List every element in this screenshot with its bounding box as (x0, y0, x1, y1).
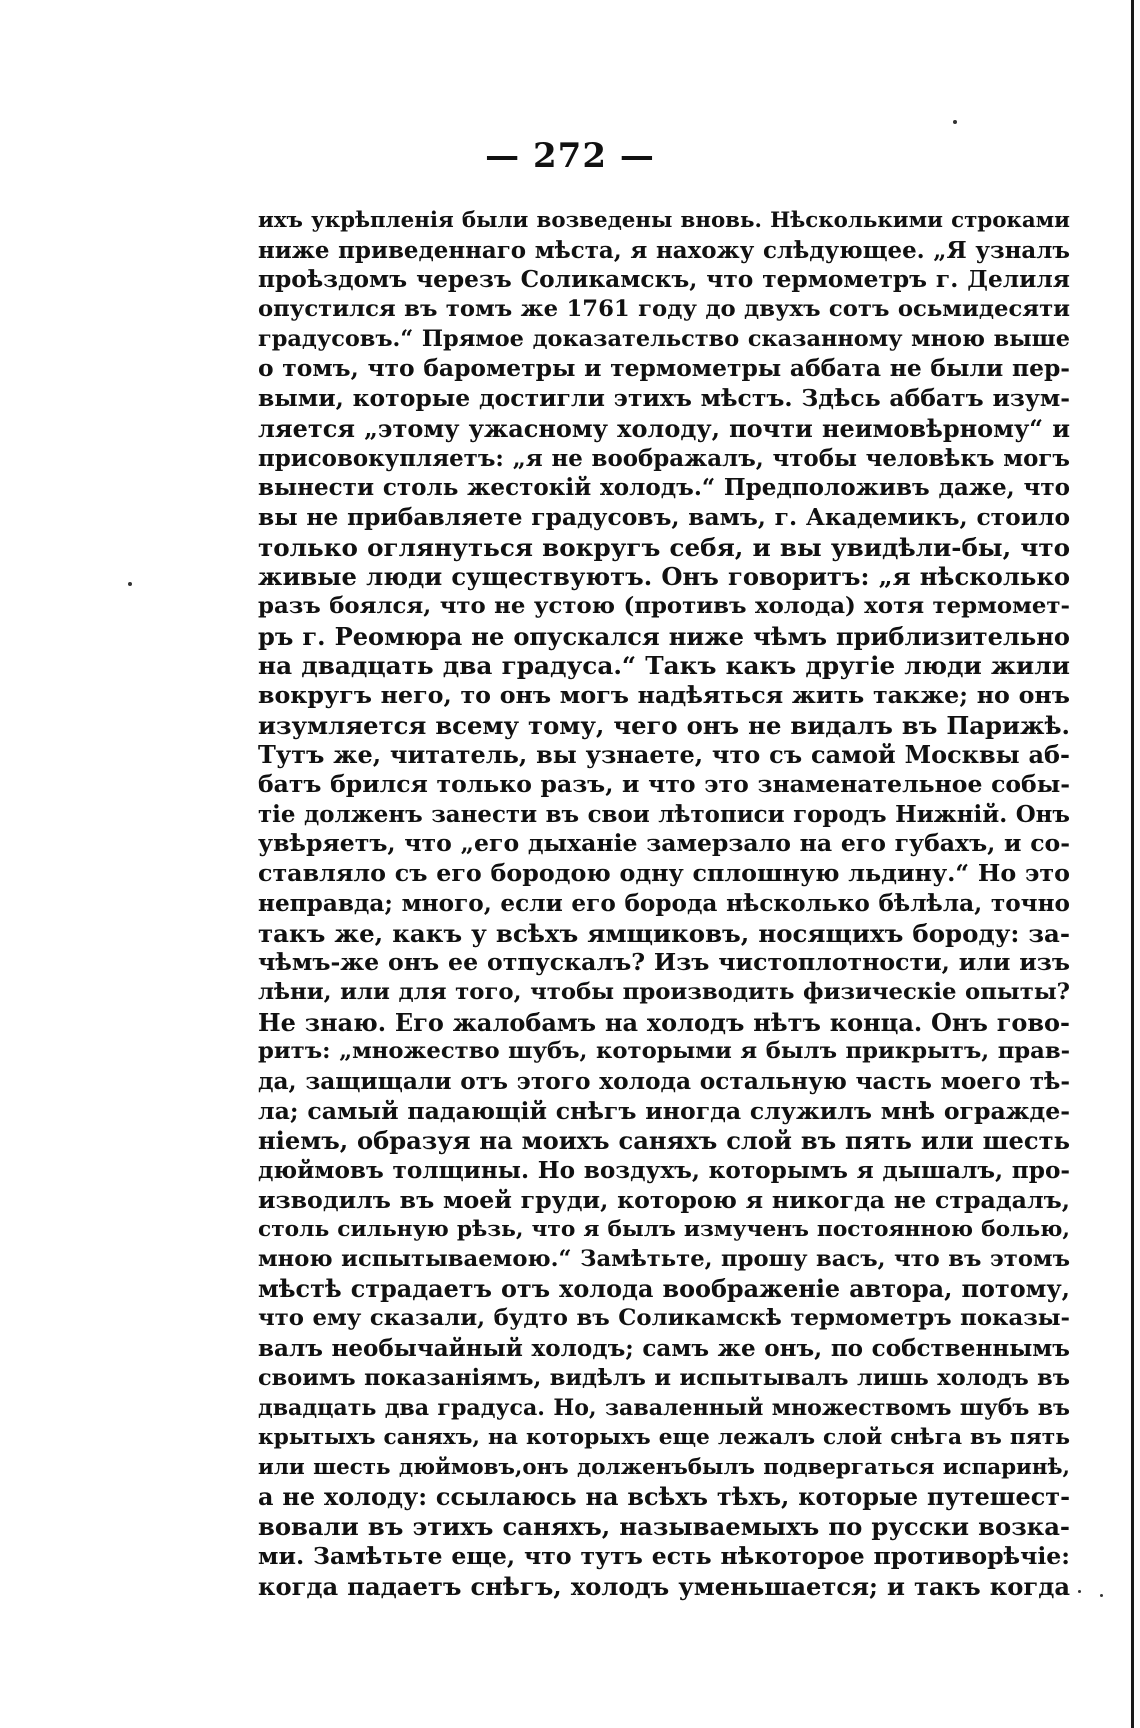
text-line: ръ г. Реомюра не опускался ниже чѣмъ приблизительно (258, 621, 1070, 651)
text-line: ставляло съ его бородою одну сплошную льдину.“ Но это (258, 859, 1070, 888)
text-line: двадцать два градуса. Но, заваленный множествомъ шубъ въ (258, 1394, 1070, 1421)
text-line: дюймовъ толщины. Но воздухъ, которымъ я дышалъ, про- (258, 1157, 1070, 1184)
body-text (258, 206, 1070, 1601)
text-line: крытыхъ саняхъ, на которыхъ еще лежалъ слой снѣга въ пять (258, 1425, 1070, 1451)
text-line: своимъ показаніямъ, видѣлъ и испытывалъ лишь холодъ въ (258, 1364, 1070, 1391)
text-line: вы не прибавляете градусовъ, вамъ, г. Академикъ, стоило (258, 502, 1070, 531)
text-line: о томъ, что барометры и термометры аббата не были пер- (258, 354, 1070, 383)
text-line: такъ же, какъ у всѣхъ ямщиковъ, носящихъ бороду: за- (258, 918, 1070, 948)
text-line: увѣряетъ, что „его дыханіе замерзало на его губахъ, и со- (258, 829, 1070, 858)
text-line: вокругъ него, то онъ могъ надѣяться жить также; но онъ (258, 681, 1070, 709)
text-line: что ему сказали, будто въ Соликамскѣ термометръ показы- (258, 1305, 1070, 1332)
text-line: да, защищали отъ этого холода остальную часть моего тѣ- (258, 1067, 1070, 1095)
text-line: выми, которые достигли этихъ мѣстъ. Здѣсь аббатъ изум- (258, 384, 1070, 413)
text-line: градусовъ.“ Прямое доказательство сказанному мною выше (258, 325, 1070, 352)
text-line: только оглянуться вокругъ себя, и вы увидѣли-бы, что (258, 532, 1070, 562)
print-speck (1078, 1590, 1081, 1593)
text-line: проѣздомъ черезъ Соликамскъ, что термометръ г. Делиля (258, 266, 1070, 294)
text-line: валъ необычайный холодъ; самъ же онъ, по собственнымъ (258, 1335, 1070, 1363)
text-line: столь сильную рѣзь, что я былъ измученъ постоянною болью, (258, 1217, 1070, 1243)
text-line: Не знаю. Его жалобамъ на холодъ нѣтъ конца. Онъ гово- (258, 1007, 1070, 1037)
text-line: на двадцать два градуса.“ Такъ какъ другіе люди жили (258, 651, 1070, 681)
page-edge-shadow (1131, 0, 1134, 1728)
text-line: ритъ: „множество шубъ, которыми я былъ прикрытъ, прав- (258, 1038, 1070, 1065)
text-line: а не холоду: ссылаюсь на всѣхъ тѣхъ, которые путешест- (258, 1482, 1070, 1511)
text-line: опустился въ томъ же 1761 году до двухъ сотъ осьмидесяти (258, 296, 1070, 323)
text-line: лѣни, или для того, чтобы производить физическіе опыты? (258, 978, 1070, 1005)
text-line: изумляется всему тому, чего онъ не видалъ въ Парижѣ. (258, 710, 1070, 740)
text-line: или шесть дюймовъ,онъ долженъбылъ подвергаться испаринѣ, (258, 1454, 1070, 1480)
text-line: Тутъ же, читатель, вы узнаете, что съ самой Москвы аб- (258, 740, 1070, 770)
text-line: вынести столь жестокій холодъ.“ Предположивъ даже, что (258, 474, 1070, 502)
text-line: ніемъ, образуя на моихъ саняхъ слой въ пять или шесть (258, 1126, 1070, 1156)
text-line: мѣстѣ страдаетъ отъ холода воображеніе автора, потому, (258, 1274, 1070, 1303)
text-line: присовокупляетъ: „я не воображалъ, чтобы человѣкъ могъ (258, 444, 1070, 472)
text-line: чѣмъ-же онъ ее отпускалъ? Изъ чистоплотности, или изъ (258, 948, 1070, 977)
text-line: батъ брился только разъ, и что это знаменательное собы- (258, 770, 1070, 799)
print-speck (1100, 1594, 1103, 1597)
text-line: когда падаетъ снѣгъ, холодъ уменьшается; и такъ когда (258, 1571, 1070, 1601)
text-line: ми. Замѣтьте еще, что тутъ есть нѣкоторое противорѣчіе: (258, 1541, 1070, 1570)
print-speck (128, 582, 132, 586)
page-number: — 272 — (485, 136, 655, 176)
text-line: живые люди существуютъ. Онъ говоритъ: „я нѣсколько (258, 562, 1070, 592)
text-line: неправда; много, если его борода нѣсколько бѣлѣла, точно (258, 889, 1070, 917)
text-line: разъ боялся, что не устою (противъ холода) хотя термомет- (258, 592, 1070, 619)
text-line: вовали въ этихъ саняхъ, называемыхъ по русски возка- (258, 1512, 1070, 1542)
text-line: ла; самый падающій снѣгъ иногда служилъ мнѣ огражде- (258, 1096, 1070, 1125)
print-speck (953, 120, 957, 124)
text-line: ляется „этому ужасному холоду, почти неимовѣрному“ и (258, 413, 1070, 443)
text-line: тіе долженъ занести въ свои лѣтописи городъ Нижній. Онъ (258, 800, 1070, 828)
text-line: ихъ укрѣпленія были возведены вновь. Нѣсколькими строками (258, 208, 1070, 233)
text-line: мною испытываемою.“ Замѣтьте, прошу васъ, что въ этомъ (258, 1246, 1070, 1273)
text-line: ниже приведеннаго мѣста, я нахожу слѣдующее. „Я узналъ (258, 236, 1070, 264)
text-line: изводилъ въ моей груди, которою я никогда не страдалъ, (258, 1185, 1070, 1214)
